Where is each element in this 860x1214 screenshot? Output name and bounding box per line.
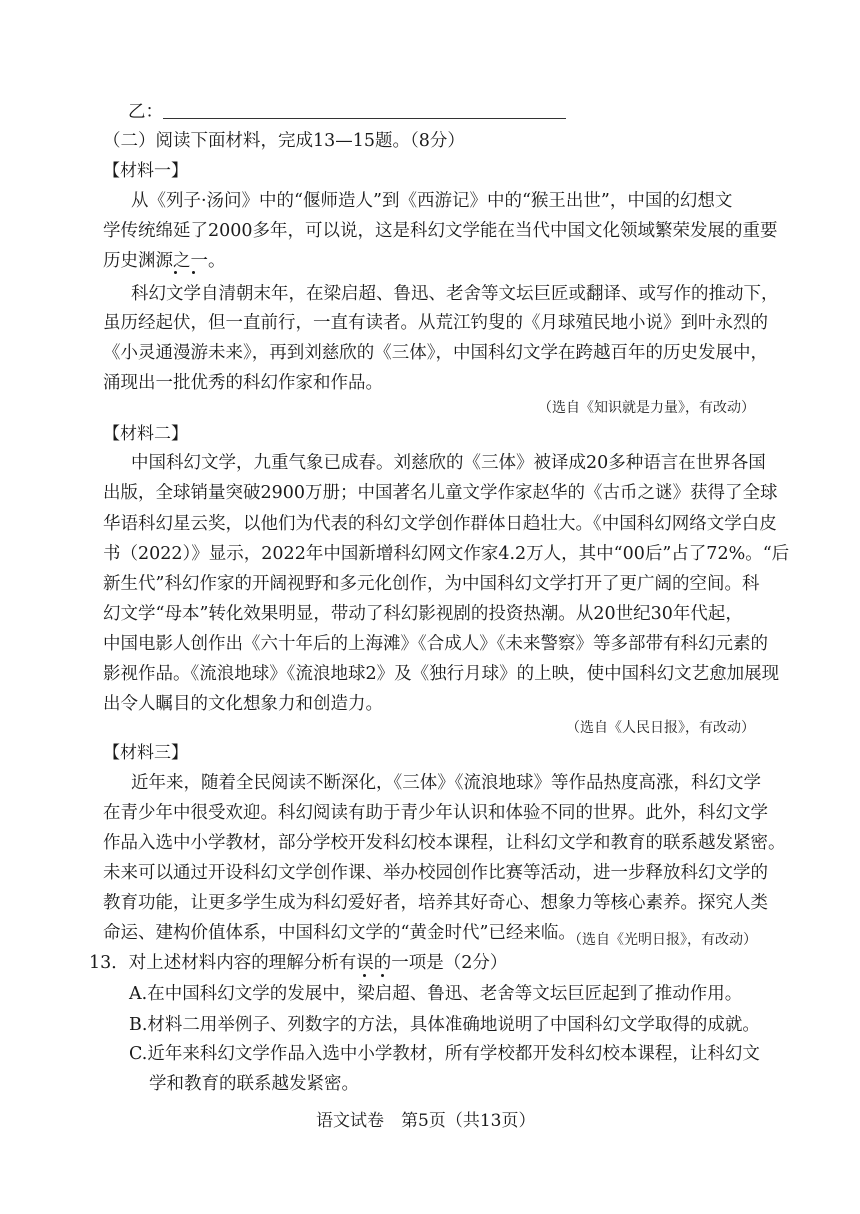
- material1-title: 【材料一】: [103, 161, 188, 181]
- material1-line: 《小灵通漫游未来》，再到刘慈欣的《三体》，中国科幻文学在跨越百年的历史发展中，: [103, 343, 768, 363]
- material2-title: 【材料二】: [103, 424, 188, 444]
- material2-line: 书（2022）》显示，2022年中国新增科幻网文作家4.2万人，其中“00后”占了72%。“后: [103, 544, 790, 564]
- material2-line: 中国电影人创作出《六十年后的上海滩》《合成人》《未来警察》等多部带有科幻元素的: [103, 634, 768, 654]
- material1-line: 科幻文学自清朝末年，在梁启超、鲁迅、老舍等文坛巨匠或翻译、或写作的推动下，: [131, 284, 779, 304]
- material2-line: 幻文学“母本”转化效果明显，带动了科幻影视剧的投资热潮。从20世纪30年代起，: [103, 604, 743, 624]
- material2-line: 新生代”科幻作家的开阔视野和多元化创作，为中国科幻文学打开了更广阔的空间。科: [103, 574, 760, 594]
- material2-line: 影视作品。《流浪地球》《流浪地球2》及《独行月球》的上映，使中国科幻文艺愈加展现: [103, 664, 780, 684]
- material3-line: 教育功能，让更多学生成为科幻爱好者，培养其好奇心、想象力等核心素养。探究人类: [103, 893, 768, 913]
- material1-line: 历史渊源之一。: [103, 251, 226, 271]
- material2-line: 华语科幻星云奖，以他们为代表的科幻文学创作群体日趋壮大。《中国科幻网络文学白皮: [103, 514, 777, 534]
- question-13-option-b: B.材料二用举例子、列数字的方法，具体准确地说明了中国科幻文学取得的成就。: [129, 1015, 760, 1035]
- material1-source: （选自《知识就是力量》，有改动）: [538, 400, 755, 416]
- material1-line: 涌现出一批优秀的科幻作家和作品。: [103, 373, 383, 393]
- question-13-stem: 13．对上述材料内容的理解分析有误的一项是（2分）: [89, 953, 508, 973]
- emphasis-dot: [192, 271, 195, 274]
- material3-title: 【材料三】: [103, 743, 188, 763]
- material3-source: （选自《光明日报》，有改动）: [568, 932, 757, 948]
- emphasis-dot: [174, 271, 177, 274]
- answer-label-yi: 乙：: [128, 102, 163, 122]
- material1-line: 虽历经起伏，但一直前行，一直有读者。从荒江钓叟的《月球殖民地小说》到叶永烈的: [103, 313, 768, 333]
- emphasis-dot: [363, 974, 366, 977]
- material2-line: 出令人瞩目的文化想象力和创造力。: [103, 694, 383, 714]
- material3-line: 近年来，随着全民阅读不断深化，《三体》《流浪地球》等作品热度高涨，科幻文学: [131, 773, 761, 793]
- material1-line: 从《列子·汤问》中的“偃师造人”到《西游记》中的“猴王出世”，中国的幻想文: [131, 191, 733, 211]
- material2-line: 出版，全球销量突破2900万册；中国著名儿童文学作家赵华的《古币之谜》获得了全球: [103, 483, 778, 503]
- answer-blank-line: [163, 118, 566, 119]
- material2-source: （选自《人民日报》，有改动）: [566, 720, 755, 736]
- material3-line: 命运、建构价值体系，中国科幻文学的“黄金时代”已经来临。: [103, 923, 576, 943]
- material3-line: 未来可以通过开设科幻文学创作课、举办校园创作比赛等活动，进一步释放科幻文学的: [103, 863, 768, 883]
- question-13-option-c: C.近年来科幻文学作品入选中小学教材，所有学校都开发科幻校本课程，让科幻文: [129, 1044, 760, 1064]
- material3-line: 在青少年中很受欢迎。科幻阅读有助于青少年认识和体验不同的世界。此外，科幻文学: [103, 803, 768, 823]
- material1-line: 学传统绵延了2000多年，可以说，这是科幻文学能在当代中国文化领域繁荣发展的重要: [103, 221, 778, 241]
- material2-line: 中国科幻文学，九重气象已成春。刘慈欣的《三体》被译成20多种语言在世界各国: [131, 453, 766, 473]
- page-footer: 语文试卷 第5页（共13页）: [316, 1111, 536, 1131]
- emphasis-dot: [381, 974, 384, 977]
- question-13-option-c-cont: 学和教育的联系越发紧密。: [149, 1074, 359, 1094]
- section-heading: （二）阅读下面材料，完成13—15题。（8分）: [103, 131, 465, 151]
- material3-line: 作品入选中小学教材，部分学校开发科幻校本课程，让科幻文学和教育的联系越发紧密。: [103, 833, 786, 853]
- question-13-option-a: A.在中国科幻文学的发展中，梁启超、鲁迅、老舍等文坛巨匠起到了推动作用。: [129, 984, 743, 1004]
